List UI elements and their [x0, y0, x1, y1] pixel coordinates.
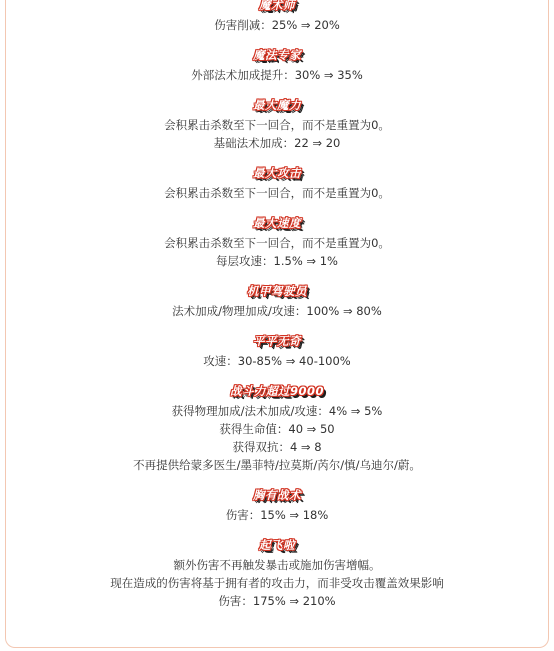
section-line: 获得物理加成/法术加成/攻速：4% ⇒ 5% [171, 404, 383, 418]
section-line: 现在造成的伤害将基于拥有者的攻击力，而非受攻击覆盖效果影响 [110, 576, 444, 590]
section-title: 魔法专家 [253, 48, 301, 62]
section-line: 伤害：15% ⇒ 18% [225, 508, 329, 522]
section-title: 机甲驾驶员 [247, 284, 307, 298]
section-title: 起飞啦 [259, 538, 295, 552]
section-ordinary [6, 334, 548, 370]
section-line: 法术加成/物理加成/攻速：100% ⇒ 80% [172, 304, 382, 318]
section-line: 每层攻速：1.5% ⇒ 1% [216, 254, 338, 268]
section-line: 不再提供给蒙多医生/墨菲特/拉莫斯/芮尔/慎/乌迪尔/蔚。 [133, 458, 421, 472]
section-tactics [6, 488, 548, 524]
section-line: 会积累击杀数至下一回合，而不是重置为0。 [164, 236, 390, 250]
section-magic-expert [6, 48, 548, 84]
section-line: 获得生命值：40 ⇒ 50 [219, 422, 335, 436]
section-max-magic [6, 98, 548, 152]
section-takeoff [6, 538, 548, 610]
section-magician [6, 0, 548, 34]
section-title: 战斗力超过9000 [229, 384, 324, 398]
section-line: 外部法术加成提升：30% ⇒ 35% [191, 68, 363, 82]
section-title: 最大攻击 [253, 166, 301, 180]
section-line: 获得双抗：4 ⇒ 8 [232, 440, 322, 454]
section-max-speed [6, 216, 548, 270]
content-frame [5, 0, 549, 648]
section-max-attack [6, 166, 548, 202]
section-title: 最大魔力 [253, 98, 301, 112]
section-line: 攻速：30-85% ⇒ 40-100% [203, 354, 351, 368]
section-mech-pilot [6, 284, 548, 320]
section-line: 基础法术加成：22 ⇒ 20 [213, 136, 341, 150]
section-title: 胸有战术 [253, 488, 301, 502]
patch-notes-list [6, 0, 548, 610]
section-line: 伤害削减：25% ⇒ 20% [214, 18, 340, 32]
section-title: 平平无奇 [253, 334, 301, 348]
section-over-9000 [6, 384, 548, 474]
section-title: 魔术师 [259, 0, 295, 12]
section-line: 伤害：175% ⇒ 210% [218, 594, 336, 608]
section-line: 会积累击杀数至下一回合，而不是重置为0。 [164, 186, 390, 200]
section-title: 最大速度 [253, 216, 301, 230]
section-line: 会积累击杀数至下一回合，而不是重置为0。 [164, 118, 390, 132]
section-line: 额外伤害不再触发暴击或施加伤害增幅。 [173, 558, 381, 572]
